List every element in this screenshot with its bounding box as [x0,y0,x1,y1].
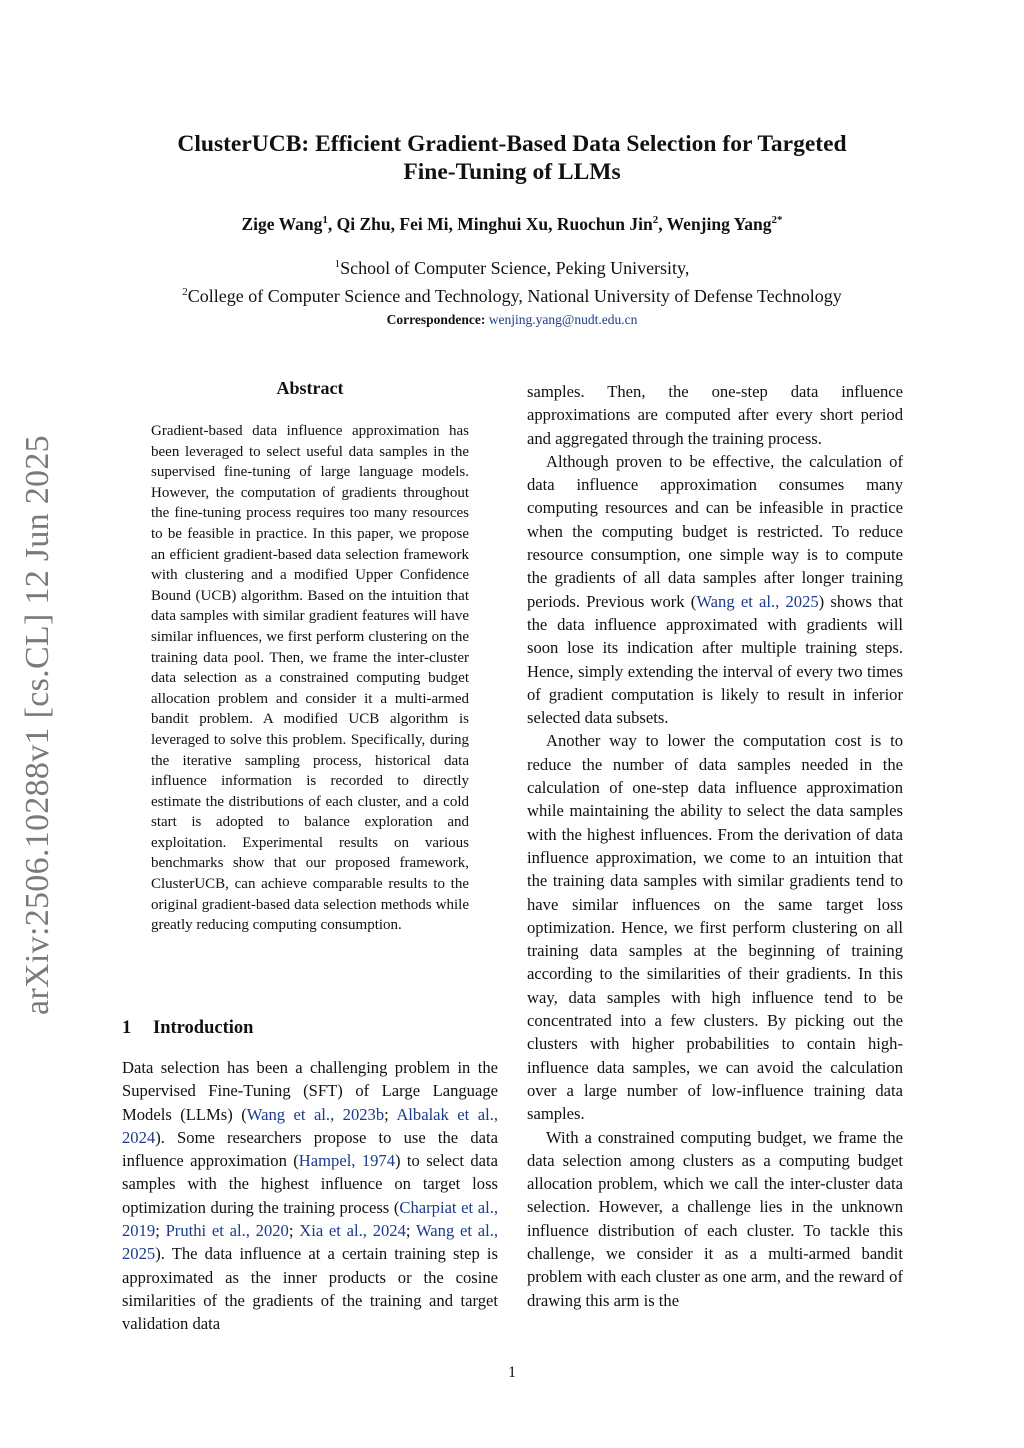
abstract-text: Gradient-based data influence approximation has been leveraged to select useful data samples in the supervised fine-tuning of large language models. However, the computation of gradients throughout the fine-tuning process requires too many resources to be feasible in practice. In this paper, we propose an efficient gradient-based data selection framework with clustering and a modified Upper Confidence Bound (UCB) algorithm. Based on the intuition that data samples with similar gradient features will have similar influences, we first perform clustering on the training data pool. Then, we frame the inter-cluster data selection as a constrained computing budget allocation problem and consider it a multi-armed bandit problem. A modified UCB algorithm is leveraged to solve this problem. Specifically, during the iterative sampling process, historical data influence information is recorded to directly estimate the distributions of each cluster, and a cold start is adopted to balance exploration and exploitation. Experimental results on various benchmarks show that our proposed framework, ClusterUCB, can achieve comparable results to the original gradient-based data selection methods while greatly reducing computing consumption. [151,423,469,934]
paragraph-text: ; [155,1221,166,1241]
author-name: Minghui Xu [457,213,549,234]
author-affiliation-marker: 1 [322,214,328,226]
author-name: Qi Zhu [336,213,391,234]
paper-title-line-1: ClusterUCB: Efficient Gradient-Based Data Selection for Targeted [177,131,847,157]
citation-link[interactable]: Wang et al., 2025 [122,1221,499,1264]
author-name: Wenjing Yang [666,213,772,234]
affiliation-1 [90,252,934,280]
author-name: Ruochun Jin [556,213,653,234]
intro-paragraph-1-continued: samples. Then, the one-step data influence approximations are computed after every short period and aggregated through the training process. [527,382,903,448]
author-name: Zige Wang [241,213,323,234]
citation-link[interactable]: Hampel, 1974 [298,1151,396,1171]
arxiv-identifier-text: arXiv:2506.10288v1 [cs.CL] 12 Jun 2025 [19,435,56,1015]
intro-paragraph-2 [527,450,903,730]
affiliation-2 [90,280,934,308]
paper-header [90,130,934,328]
affiliation-2-text: College of Computer Science and Technology, National University of Defense Technology [187,285,842,306]
right-column [527,380,903,1312]
affiliations [90,252,934,308]
paragraph-text: ; [384,1104,397,1124]
citation-link[interactable]: Albalak et al., 2024 [122,1104,498,1147]
affiliation-1-marker: 1 [334,257,341,270]
paragraph-text: ) to select data samples with the highest influence on target loss optimization during the training process ( [122,1151,498,1217]
author-list: Zige Wang$^1$, Qi Zhu, Fei Mi, Minghui Xu, Ruochun Jin$^2$, Wenjing Yang$^{2*}$ [241,213,783,234]
section-heading-introduction [122,1018,253,1039]
page-number: 1 [508,1364,516,1381]
paragraph-text: ; [288,1221,300,1241]
citation-link[interactable]: Xia et al., 2024 [299,1221,406,1241]
correspondence-label: Correspondence: [386,311,486,327]
citation-link[interactable]: Pruthi et al., 2020 [165,1221,289,1241]
intro-paragraph-3: Another way to lower the computation cost is to reduce the number of data samples needed in the calculation of one-step data influence approximation while maintaining the ability to select the data samples with the highest influences. From the derivation of data influence approximation, we come to an intuition that the training data samples with similar gradients tend to have similar influences on the same target loss optimization. Hence, we first perform clustering on all training data samples at the beginning of training according to the similarities of their gradients. In this way, data samples with high influence tend to be concentrated into a few clusters. By picking out the clusters with higher probabilities to contain high-influence data samples, we can avoid the calculation over a large number of low-influence training data samples. [527,731,903,1124]
author-affiliation-marker: 2 [652,214,659,226]
paragraph-text: ) shows that the data influence approximated with gradients will soon lose its indication after multiple training steps. Hence, simply extending the interval of every two times of gradient computation is likely to result in inferior selected data subsets. [527,591,903,728]
paragraph-text: ). Some researchers propose to use the data influence approximation ( [122,1127,498,1171]
section-title: Introduction [153,1018,254,1038]
introduction-left-column [122,1056,498,1336]
intro-paragraph-1 [122,1056,498,1336]
section-number: 1 [122,1018,132,1038]
author-affiliation-marker: 2* [771,214,783,226]
intro-paragraph-4: With a constrained computing budget, we frame the data selection among clusters as a computing budget allocation problem, which we call the inter-cluster data selection. However, a challenge lies in the unknown influence distribution of each cluster. To tackle this challenge, we consider it as a multi-armed bandit problem with each cluster as one arm, and the reward of drawing this arm is the [527,1127,903,1310]
correspondence-email-link[interactable]: wenjing.yang@nudt.edu.cn [488,311,638,327]
paragraph-text: Although proven to be effective, the calculation of data influence approximation consumes many computing resources and can be infeasible in practice when the computing budget is restricted. To reduce resource consumption, one simple way is to compute the gradients of all data samples after longer training periods. Previous work ( [527,451,903,611]
paper-title-line-2: Fine-Tuning of LLMs [403,159,621,185]
affiliation-1-text: School of Computer Science, Peking University, [340,257,690,278]
citation-link[interactable]: Wang et al., 2023b [246,1104,385,1124]
paragraph-text: Data selection has been a challenging problem in the Supervised Fine-Tuning (SFT) of Large Language Models (LLMs) ( [122,1058,498,1124]
correspondence [90,312,934,328]
arxiv-identifier-sidebar [8,430,68,1020]
affiliation-2-marker: 2 [182,285,188,298]
abstract-heading: Abstract [276,378,344,398]
citation-link[interactable]: Charpiat et al., 2019 [122,1197,498,1241]
paper-title [90,130,934,186]
citation-link[interactable]: Wang et al., 2025 [696,591,819,611]
paragraph-text: ). The data influence at a certain training step is approximated as the inner products or the cosine similarities of the gradients of the training and target validation data [122,1244,498,1334]
author-name: Fei Mi [399,213,449,234]
abstract-body [151,421,469,936]
paragraph-text: ; [405,1221,416,1241]
